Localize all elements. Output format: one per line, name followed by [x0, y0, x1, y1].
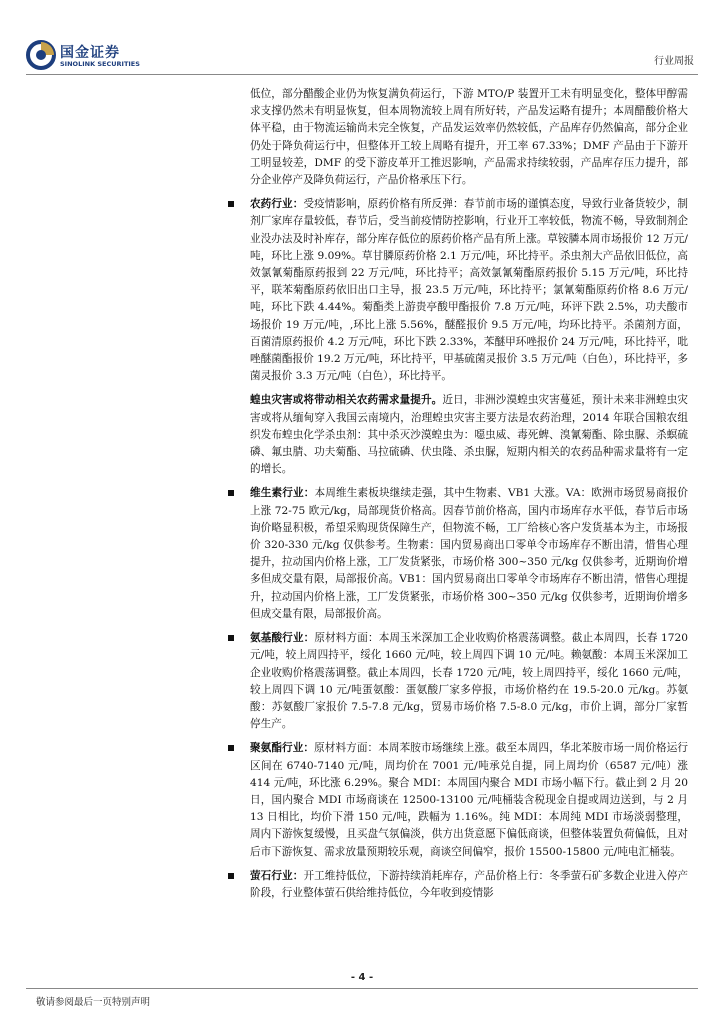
bullet-square-icon — [228, 635, 234, 641]
paragraph-heading: 氨基酸行业： — [250, 632, 315, 645]
paragraph-heading: 农药行业： — [250, 198, 304, 211]
bullet-square-icon — [228, 745, 234, 751]
bullet-square-icon — [228, 201, 234, 207]
paragraph-text: 原材料方面：本周苯胺市场继续上涨。截至本周四，华北苯胺市场一周价格运行区间在 6740-7140 元/吨，周均价在 7001 元/吨承兑自提，同上周均价（6587 元/吨）涨 414 元/吨，环比涨 6.29%。聚合 MDI：本周国内聚合 MDI 市场小幅下行。截止到 2 月 20 日，国内聚合 MDI 市场商谈在 12500-13100 元/吨桶装含税现金自提或周边送到，与 2 月 13 日相比，均价下滑 150 元/吨，跌幅为 1.16%。纯 MDI：本周纯 MDI 市场淡弱整理，周内下游恢复缓慢，且买盘气氛偏淡，供方出货意愿下偏低商谈，但整体装置负荷偏低，且对后市下游恢复、需求放量预期较乐观，商谈空间偏窄，报价 15500-15800 元/吨电汇桶装。 — [250, 742, 689, 858]
paragraph-text: 本周维生素板块继续走强，其中生物素、VB1 大涨。VA：欧洲市场贸易商报价上涨 72-75 欧元/kg，局部现货价格高。因春节前价格高，国内市场库存水平低，春节后市场询价略显积极，希望采购现货保障生产，但物流不畅，工厂给核心客户发货基本为主，市场报价 320-330 元/kg 仅供参考。生物素：国内贸易商出口零单令市场库存不断出清，惜售心理提升，拉动国内价格上涨，工厂发货紧张，市场价格 300~350 元/kg 仅供参考，近期询价增多但成交量有限，局部报价高。VB1：国内贸易商出口零单令市场库存不断出清，惜售心理提升，拉动国内价格上涨，工厂发货紧张，市场价格 300~350 元/kg 仅供参考，近期询价增多但成交量有限，局部报价高。 — [250, 487, 689, 620]
header-divider — [26, 74, 698, 75]
paragraph-vitamin — [250, 485, 688, 623]
report-type-label: 行业周报 — [654, 56, 694, 67]
footer-divider — [26, 988, 698, 989]
paragraph-locust — [250, 392, 688, 478]
paragraph-text: 原材料方面：本周玉米深加工企业收购价格震荡调整。截止本周四，长春 1720 元/吨，较上周四持平，绥化 1660 元/吨，较上周四下调 10 元/吨。赖氨酸：本周玉米深加工企业收购价格震荡调整。截止本周四，长春 1720 元/吨，较上周四持平，绥化 1660 元/吨，较上周四下调 10 元/吨蛋氨酸：蛋氨酸厂家多停报，市场价格约在 19.5-20.0 元/kg。苏氨酸：苏氨酸厂家报价 7.5-7.8 元/kg，贸易市场价格 7.5-8.0 元/kg，市价上调，部分厂家暂停生产。 — [250, 632, 689, 731]
paragraph-heading: 维生素行业： — [250, 487, 315, 500]
paragraph-text: 受疫情影响，原药价格有所反弹：春节前市场的谨慎态度，导致行业备货较少，制剂厂家库存量较低，春节后，受当前疫情防控影响，行业开工率较低，物流不畅，导致制剂企业没办法及时补库存，部分库存低位的原药价格产品有所上涨。草铵膦本周市场报价 12 万元/吨，环比上涨 9.09%。草甘膦原药价格 2.1 万元/吨，环比持平。杀虫剂大产品依旧低位，高效氯氰菊酯原药报到 22 万元/吨，环比持平；高效氯氰菊酯原药报价 5.15 万元/吨，环比持平，联苯菊酯原药依旧出口主导，报 23.5 万元/吨，环比持平；氯氰菊酯原药价格 8.6 万元/吨，环比下跌 4.44%。菊酯类上游贵亭酸甲酯报价 7.8 万元/吨，环评下跌 2.5%，功夫酸市场报价 19 万元/吨，,环比上涨 5.56%，醚醛报价 9.5 万元/吨，均环比持平。杀菌剂方面，百菌清原药报价 4.2 万元/吨，环比下跌 2.33%，苯醚甲环唑报价 24 万元/吨，环比持平，吡唑醚菌酯报价 19.2 万元/吨，环比持平，甲基硫菌灵报价 3.5 万元/吨（白色），环比持平，多菌灵报价 3.3 万元/吨（白色），环比持平。 — [250, 198, 689, 383]
paragraph-text: 低位，部分醋酸企业仍为恢复满负荷运行，下游 MTO/P 装置开工未有明显变化，整体甲醇需求支撑仍然未有明显恢复，但本周物流较上周有所好转，产品发运略有提升；本周醋酸价格大体平稳，由于物流运输尚未完全恢复，产品发运效率仍然较低，产品库存仍然偏高，部分企业仍处于降负荷运行中，但整体开工较上周略有提升，开工率 67.33%；DMF 产品由于下游开工明显较差，DMF 的受下游皮革开工推迟影响，产品需求持续较弱，产品库存压力提升，部分企业停产及降负荷运行，产品价格承压下行。 — [250, 88, 688, 187]
bullet-square-icon — [228, 873, 234, 879]
paragraph-heading: 蝗虫灾害或将带动相关农药需求量提升。 — [250, 394, 443, 407]
paragraph-text: 近日，非洲沙漠蝗虫灾害蔓延，预计未来非洲蝗虫灾害或将从缅甸穿入我国云南境内，治理蝗虫灾害主要方法是农药治理，2014 年联合国粮农组织发布蝗虫化学杀虫剂：其中杀灭沙漠蝗虫为：噁虫威、毒死蜱、溴氰菊酯、除虫脲、杀螟硫磷、氟虫腈、功夫菊酯、马拉硫磷、伏虫隆、杀虫脲，短期内相关的农药品种需求量将有一定的增长。 — [250, 394, 689, 476]
paragraph-fluorite — [250, 868, 688, 902]
paragraph-acetic-acid — [250, 86, 688, 189]
paragraph-heading: 聚氨酯行业： — [250, 742, 315, 755]
report-body — [250, 86, 688, 909]
paragraph-amino-acid — [250, 630, 688, 733]
page-number: - 4 - — [350, 972, 374, 983]
paragraph-polyurethane — [250, 740, 688, 860]
brand-name-en: SINOLINK SECURITIES — [60, 60, 140, 68]
footer-disclaimer: 敬请参阅最后一页特别声明 — [36, 997, 151, 1008]
company-logo — [26, 40, 146, 74]
paragraph-pesticide — [250, 196, 688, 385]
sinolink-logo-icon — [26, 40, 56, 70]
paragraph-heading: 萤石行业： — [250, 869, 304, 882]
paragraph-text: 开工维持低位，下游持续消耗库存，产品价格上行：冬季萤石矿多数企业进入停产阶段，行业整体萤石供给维持低位，今年收到疫情影 — [250, 869, 689, 899]
brand-name-cn: 国金证券 — [60, 45, 120, 61]
bullet-square-icon — [228, 490, 234, 496]
page-header — [0, 0, 724, 76]
